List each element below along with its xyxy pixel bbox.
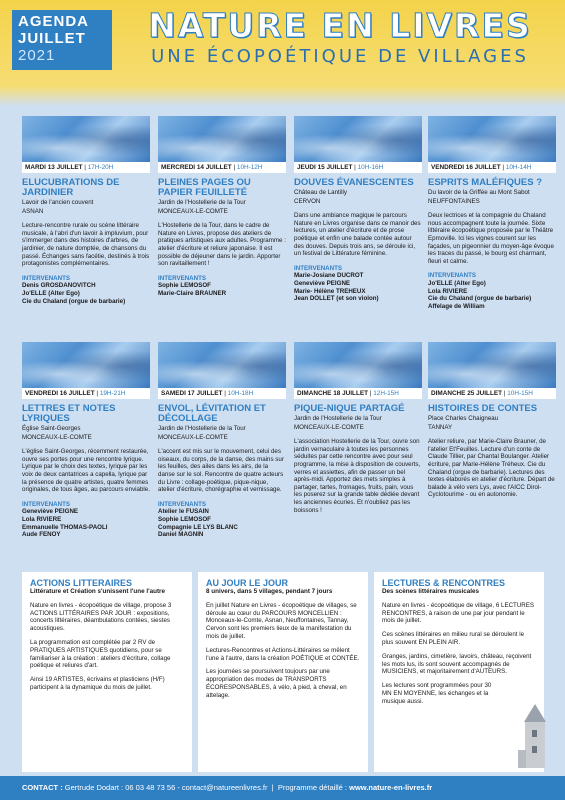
intervenant: Geneviève PEIGNE	[22, 508, 79, 516]
page-subtitle: UNE ÉCOPOÉTIQUE DE VILLAGES	[151, 46, 529, 67]
intervenant: Jo'ELLE (Alter Ego)	[428, 279, 486, 287]
box-paragraph: Nature en livres - écopoétique de village, propose 3 ACTIONS LITTÉRAIRES PAR JOUR : expositions, concerts littéraires, déambulations contées, siestes acoustiques.	[30, 601, 172, 633]
event-description: L'accent est mis sur le mouvement, celui des oiseaux, du corps, de la danse, des mains sur les feuilles, des ailes dans les airs, de la danse sur le sol. Rencontre de quatre acteurs du Livre : collage-poétique, pique-nique, atelier d'écriture, chorégraphie et vernissage.	[158, 448, 284, 494]
event-title: LETTRES ET NOTES LYRIQUES	[22, 403, 116, 424]
event-day: SAMEDI 17 JUILLET	[161, 390, 223, 397]
tower-illustration-icon	[518, 700, 552, 770]
intervenant: Emmanuelle THOMAS-PAOLI	[22, 523, 108, 531]
event-village: MONCEAUX-LE-COMTE	[158, 433, 228, 441]
event-location: Lavoir de l'ancien couvent	[22, 199, 94, 206]
event-day: DIMANCHE 18 JUILLET	[297, 390, 369, 397]
box-title: AU JOUR LE JOUR	[206, 578, 289, 588]
event-location: Jardin de l'Hostellerie de la Tour	[158, 199, 246, 206]
au-jour-le-jour-box	[198, 572, 368, 772]
agenda-box	[12, 10, 112, 70]
box-paragraph: Lectures-Rencontres et Actions-Littéraires se mêlent l'une à l'autre, dans la création POÉTIQUE et CONTÉE.	[206, 646, 360, 662]
box-title: LECTURES & RENCONTRES	[382, 578, 506, 588]
event-day: JEUDI 15 JUILLET	[297, 164, 353, 171]
intervenant: Jo'ELLE (Alter Ego)	[22, 289, 80, 297]
event-time: 10H-16H	[357, 164, 384, 171]
event-description: L'église Saint-Georges, récemment restaurée, ouvre ses portes pour une rencontre lyrique. Lyrique par le choix des textes, lyrique par les voix de deux cantatrices a capella, lyrique par la présence de quatre artistes, quatre femmes originales, de tous âges, au parcours enviable.	[22, 448, 150, 494]
contact-info: Gertrude Dodart : 06 03 48 73 56 - contact@natureenlivres.fr	[64, 783, 268, 792]
intervenant: Daniel MAGNIN	[158, 531, 204, 539]
event-title: ENVOL, LÉVITATION ET DÉCOLLAGE	[158, 403, 266, 424]
box-paragraph: La programmation est complétée par 2 RV de PRATIQUES ARTISTIQUES quotidiens, pour se familiariser à la création : ateliers d'écriture, collage poétique et reliures d'art.	[30, 638, 171, 670]
event-card: MARDI 13 JUILLET | 17H-20H ELUCUBRATIONS DE JARDINIER Lavoir de l'ancien couvent ASNAN Lecture-rencontre rurale ou scène littéraire musicale, à l'abri d'un lavoir à impluvium, pour s'immerger dans des histoires d'arbres, de jardinier, de nature domptée, de chansons du passé. Échanges sans facétie, destinés à trois protagonistes complémentaires. INTERVENANTS Denis GROSDANOVITCH Jo'ELLE (Alter Ego) Cie du Chaland (orgue de barbarie)	[22, 116, 150, 305]
intervenant: Marie-Claire BRAUNER	[158, 289, 227, 297]
event-photo	[22, 342, 150, 388]
year-label: 2021	[18, 47, 56, 64]
intervenant: Geneviève PEIGNE	[294, 279, 351, 287]
box-subtitle: Des scènes littéraires musicales	[382, 588, 479, 595]
event-village: ASNAN	[22, 207, 44, 215]
event-time: 10H-14H	[505, 164, 532, 171]
event-village: MONCEAUX-LE-COMTE	[158, 207, 228, 215]
event-day: MARDI 13 JUILLET	[25, 164, 83, 171]
intervenant: Jean DOLLET (et son violon)	[294, 295, 379, 303]
event-photo	[294, 116, 422, 162]
intervenant: Denis GROSDANOVITCH	[22, 282, 96, 290]
intervenant: Lola RIVIERE	[428, 287, 468, 295]
box-paragraph: Ces scènes littéraires en milieu rural se déroulent le plus souvent EN PLEIN AIR.	[382, 631, 525, 646]
event-day: VENDREDI 16 JUILLET	[25, 390, 95, 397]
intervenant: Affelage de William	[428, 302, 485, 310]
intervenant: Compagnie LE LYS BLANC	[158, 523, 238, 531]
event-card: VENDREDI 16 JUILLET | 10H-14H ESPRITS MALÉFIQUES ? Du lavoir de la Griffée au Mont Sabot NEUFFONTAINES Deux lectrices et la compagnie du Chaland nous accompagnent toute la journée. Sixte littéraire écopoétique proposée par le Théâtre Epmoville. Ici les vignes courent sur les façades, un pigeonnier du moyen-âge évoque les traces du passé, le bourg est charmant, fleuri et calme. INTERVENANTS Jo'ELLE (Alter Ego) Lola RIVIERE Cie du Chaland (orgue de barbarie) Affelage de William	[428, 116, 556, 310]
event-title: DOUVES ÉVANESCENTES	[294, 177, 414, 188]
event-location: Jardin de l'Hostellerie de la Tour	[294, 415, 382, 422]
intervenants-heading: INTERVENANTS	[158, 500, 207, 508]
intervenant: Atelier le FUSAIN	[158, 508, 209, 516]
programme-label: Programme détaillé :	[277, 783, 348, 792]
event-title: ESPRITS MALÉFIQUES ?	[428, 177, 543, 188]
event-village: MONCEAUX-LE-COMTE	[22, 433, 92, 441]
event-village: MONCEAUX-LE-COMTE	[294, 423, 364, 431]
intervenant: Cie du Chaland (orgue de barbarie)	[428, 295, 532, 303]
event-location: Église Saint-Georges	[22, 425, 81, 432]
page-title: NATURE EN LIVRES	[148, 6, 532, 45]
event-photo	[158, 116, 286, 162]
month-label: JUILLET	[18, 30, 86, 47]
box-title: ACTIONS LITTERAIRES	[30, 578, 133, 588]
event-photo	[428, 116, 556, 162]
event-time: 19H-21H	[99, 390, 126, 397]
box-subtitle: Littérature et Création s'unissent l'une l'autre	[30, 588, 166, 595]
event-time: 12H-15H	[373, 390, 399, 397]
box-paragraph: Les lectures sont programmées pour 30 MN EN MOYENNE, les échanges et la musique aussi.	[382, 682, 492, 705]
box-paragraph: Nature en livres - écopoétique de village, 6 LECTURES RENCONTRES, à raison de une par jour pendant le mois de juillet.	[382, 601, 535, 625]
header-banner	[0, 0, 565, 86]
event-photo	[428, 342, 556, 388]
intervenants-heading: INTERVENANTS	[22, 500, 71, 508]
event-location: Jardin de l'Hostellerie de la Tour	[158, 425, 246, 432]
event-photo	[294, 342, 422, 388]
gradient-band	[0, 86, 565, 106]
agenda-label: AGENDA	[18, 13, 90, 30]
intervenant: Sophie LEMOSOF	[158, 282, 211, 290]
event-description: L'Hostellerie de la Tour, dans le cadre de Nature en Livres, propose des ateliers de pratiques artistiques aux adultes. Programme : atelier d'écriture et reliure japonaise. Il est possible de déjeuner dans le jardin. Apporter son ravitaillement !	[158, 222, 286, 268]
actions-litteraires-box	[22, 572, 192, 772]
box-paragraph: Ainsi 19 ARTISTES, écrivains et plasticiens (H/F) participent à la dynamique du mois de juillet.	[30, 676, 165, 691]
footer-bar: CONTACT : Gertrude Dodart : 06 03 48 73 56 - contact@natureenlivres.fr | Programme détaillé : www.nature-en-livres.fr	[0, 776, 565, 800]
intervenant: Lola RIVIERE	[22, 515, 62, 523]
event-title: HISTOIRES DE CONTES	[428, 403, 538, 414]
box-paragraph: Les journées se poursuivent toujours par une appropriation des modes de TRANSPORTS ÉCORESPONSABLES, à vélo, à pied, à cheval, en attelage.	[206, 668, 347, 699]
event-village: CERVON	[294, 197, 321, 205]
website-link[interactable]: www.nature-en-livres.fr	[349, 783, 433, 792]
event-time: 10H-18H	[227, 390, 254, 397]
event-location: Château de Lantilly	[294, 189, 347, 196]
intervenant: Cie du Chaland (orgue de barbarie)	[22, 297, 126, 305]
event-description: Lecture-rencontre rurale ou scène littéraire musicale, à l'abri d'un lavoir à impluvium, pour s'immerger dans des histoires d'arbres, de jardinier, de nature domptée, de chansons du passé. Échanges sans facétie, destinés à trois protagonistes complémentaires.	[22, 222, 150, 268]
event-description: Dans une ambiance magique le parcours Nature en Livres organise dans ce manoir des lectures, un atelier d'écriture et de prose poétique et enfin une balade contée autour des douves. Depuis trois ans, se déroule ici, un festival de Littérature féminine.	[294, 212, 421, 258]
event-card: JEUDI 15 JUILLET | 10H-16H DOUVES ÉVANESCENTES Château de Lantilly CERVON Dans une ambiance magique le parcours Nature en Livres organise dans ce manoir des lectures, un atelier d'écriture et de prose poétique et enfin une balade contée autour des douves. Depuis trois ans, se déroule ici, un festival de Littérature féminine. INTERVENANTS Marie-Josiane DUCROT Geneviève PEIGNE Marie- Hélène TREHEUX Jean DOLLET (et son violon)	[294, 116, 422, 303]
event-time: 10H-15H	[507, 390, 533, 397]
event-description: L'association Hostellerie de la Tour, ouvre son jardin vernaculaire à toutes les personnes séduites par cette rencontre avec pour seul programme, la mise à disposition de couverts, verres et assiettes, afin de passer un bel après-midi. Apportez des mets simples à partager, tartes, fromages, fruits, pain, vous les poserez sur la grande table dédiée devant les anciennes écuries. Et n'oubliez pas les boissons !	[294, 438, 421, 514]
intervenants-heading: INTERVENANTS	[428, 272, 477, 280]
event-card: DIMANCHE 18 JUILLET | 12H-15H PIQUE-NIQUE PARTAGÉ Jardin de l'Hostellerie de la Tour MONCEAUX-LE-COMTE L'association Hostellerie de la Tour, ouvre son jardin vernaculaire à toutes les personnes séduites par cette rencontre avec pour seul programme, la mise à disposition de couverts, verres et assiettes, afin de passer un bel après-midi. Apportez des mets simples à partager, tartes, fromages, fruits, pain, vous les poserez sur la grande table dédiée devant les anciennes écuries. Et n'oubliez pas les boissons !	[294, 342, 422, 514]
box-paragraph: Granges, jardins, cimetière, lavoirs, château, reçoivent les mots lus, ils sont souvent accompagnés de MUSICIENS, et majoritairement d'AUTEURS.	[382, 652, 532, 676]
event-title: ELUCUBRATIONS DE JARDINIER	[22, 177, 120, 198]
event-card: DIMANCHE 25 JUILLET | 10H-15H HISTOIRES DE CONTES Place Charles Chaigneau TANNAY Atelier reliure, par Marie-Claire Brauner, de l'atelier Et'Feuilles. Lecture d'un conte de Claude Tillier, par Chantal Boulanger. Atelier écriture, par Marie-Hélène Tréheux. Cie du Chaland (orgue de barbarie). Lectures des textes élaborés en atelier d'écriture. Départ de balade à vélo vers Lys, avec l'AICC Dirol-Cyclotourime - ou en autonomie.	[428, 342, 556, 499]
intervenant: Marie-Josiane DUCROT	[294, 272, 364, 280]
intervenants-heading: INTERVENANTS	[158, 274, 207, 282]
intervenant: Aude FENOY	[22, 531, 61, 539]
intervenant: Sophie LEMOSOF	[158, 515, 211, 523]
event-photo	[22, 116, 150, 162]
box-paragraph: En juillet Nature en Livres - écopoétique de villages, se déroule au cœur du PARCOURS MONCELLIEN : Monceaux-le-Comte, Asnan, Neuffontaines, Tannay, Cervon sont les premiers lieux de la manifestation du mois de juillet.	[206, 601, 357, 640]
event-village: NEUFFONTAINES	[428, 197, 480, 205]
event-village: TANNAY	[428, 423, 453, 431]
event-card: MERCREDI 14 JUILLET | 10H-12H PLEINES PAGES OU PAPIER FEUILLETÉ Jardin de l'Hostellerie de la Tour MONCEAUX-LE-COMTE L'Hostellerie de la Tour, dans le cadre de Nature en Livres, propose des ateliers de pratiques artistiques aux adultes. Programme : atelier d'écriture et reliure japonaise. Il est possible de déjeuner dans le jardin. Apporter son ravitaillement ! INTERVENANTS Sophie LEMOSOF Marie-Claire BRAUNER	[158, 116, 286, 298]
event-title: PIQUE-NIQUE PARTAGÉ	[294, 403, 405, 414]
intervenant: Marie- Hélène TREHEUX	[294, 287, 366, 295]
event-location: Du lavoir de la Griffée au Mont Sabot	[428, 189, 530, 196]
event-day: VENDREDI 16 JUILLET	[431, 164, 501, 171]
contact-label: CONTACT :	[22, 783, 63, 792]
event-photo	[158, 342, 286, 388]
event-description: Atelier reliure, par Marie-Claire Brauner, de l'atelier Et'Feuilles. Lecture d'un conte de Claude Tillier, par Chantal Boulanger. Atelier écriture, par Marie-Hélène Tréheux. Cie du Chaland (orgue de barbarie). Lectures des textes élaborés en atelier d'écriture. Départ de balade à vélo vers Lys, avec l'AICC Dirol-Cyclotourime - ou en autonomie.	[428, 438, 555, 499]
intervenants-heading: INTERVENANTS	[294, 264, 343, 272]
box-subtitle: 8 univers, dans 5 villages, pendant 7 jours	[206, 588, 333, 595]
event-title: PLEINES PAGES OU PAPIER FEUILLETÉ	[158, 177, 251, 198]
event-day: MERCREDI 14 JUILLET	[161, 164, 232, 171]
intervenants-heading: INTERVENANTS	[22, 274, 71, 282]
event-location: Place Charles Chaigneau	[428, 415, 499, 422]
event-description: Deux lectrices et la compagnie du Chaland nous accompagnent toute la journée. Sixte littéraire écopoétique proposée par le Théâtre Epmoville. Ici les vignes courent sur les façades, un pigeonnier du moyen-âge évoque les traces du passé, le bourg est charmant, fleuri et calme.	[428, 212, 554, 265]
event-card: VENDREDI 16 JUILLET | 19H-21H LETTRES ET NOTES LYRIQUES Église Saint-Georges MONCEAUX-LE-COMTE L'église Saint-Georges, récemment restaurée, ouvre ses portes pour une rencontre lyrique. Lyrique par le choix des textes, lyrique par les voix de deux cantatrices a capella, lyrique par la présence de quatre artistes, quatre femmes originales, de tous âges, au parcours enviable. INTERVENANTS Geneviève PEIGNE Lola RIVIERE Emmanuelle THOMAS-PAOLI Aude FENOY	[22, 342, 150, 539]
event-card: SAMEDI 17 JUILLET | 10H-18H ENVOL, LÉVITATION ET DÉCOLLAGE Jardin de l'Hostellerie de la Tour MONCEAUX-LE-COMTE L'accent est mis sur le mouvement, celui des oiseaux, du corps, de la danse, des mains sur les feuilles, des ailes dans les airs, de la danse sur le sol. Rencontre de quatre acteurs du Livre : collage-poétique, pique-nique, atelier d'écriture, chorégraphie et vernissage. INTERVENANTS Atelier le FUSAIN Sophie LEMOSOF Compagnie LE LYS BLANC Daniel MAGNIN	[158, 342, 286, 539]
event-time: 17H-20H	[87, 164, 114, 171]
event-day: DIMANCHE 25 JUILLET	[431, 390, 503, 397]
event-time: 10H-12H	[236, 164, 263, 171]
